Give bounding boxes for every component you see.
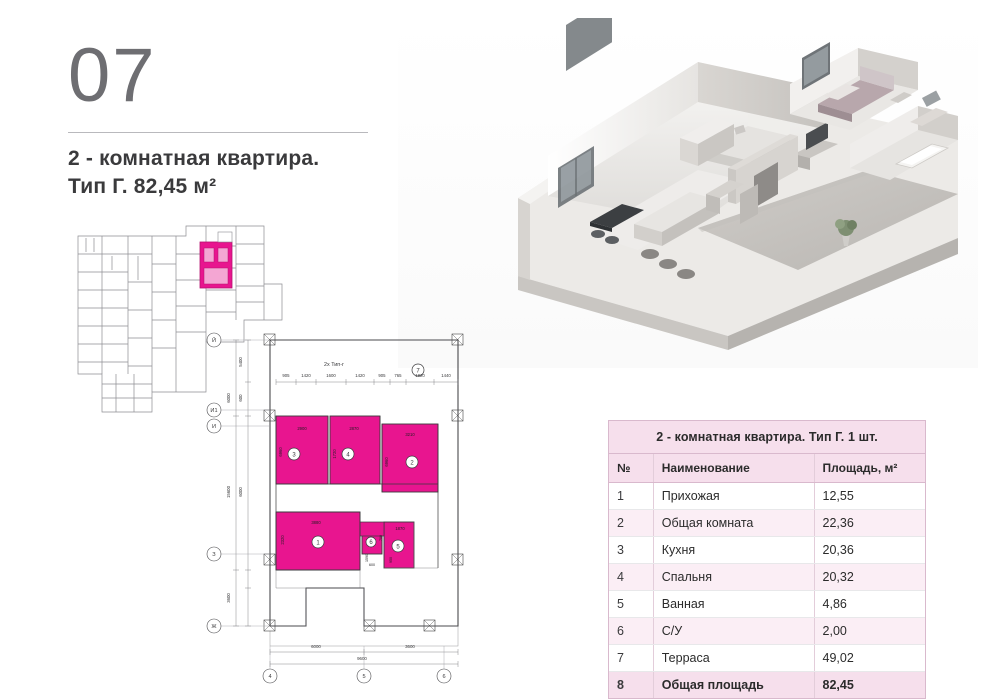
room-dim-2900: 2900 bbox=[297, 426, 307, 431]
technical-floor-plan bbox=[196, 326, 496, 686]
room-dim-1590: 1590 bbox=[365, 554, 369, 562]
row-name: Общая площадь bbox=[653, 672, 814, 699]
row-name: Общая комната bbox=[653, 510, 814, 537]
row-area: 20,36 bbox=[814, 537, 925, 564]
row-name: С/У bbox=[653, 618, 814, 645]
room-marker-6: 6 bbox=[369, 540, 373, 546]
top-dim-0: 905 bbox=[282, 373, 290, 378]
left-dim-15600: 15600 bbox=[226, 486, 231, 498]
table-row bbox=[609, 564, 925, 591]
row-area: 2,00 bbox=[814, 618, 925, 645]
table-total-row bbox=[609, 672, 925, 699]
table-header-row bbox=[609, 454, 925, 483]
row-number: 1 bbox=[609, 483, 653, 510]
row-area: 4,86 bbox=[814, 591, 925, 618]
apartment-area-line2: Тип Г. 82,45 м² bbox=[68, 175, 217, 198]
top-dim-3: 1420 bbox=[355, 373, 365, 378]
row-area: 22,36 bbox=[814, 510, 925, 537]
top-dim-5: 765 bbox=[394, 373, 402, 378]
room-dim-1720: 1720 bbox=[332, 449, 337, 459]
table-title: 2 - комнатная квартира. Тип Г. 1 шт. bbox=[609, 421, 925, 454]
room-dim-2870: 2870 bbox=[349, 426, 359, 431]
axis-label-5: 5 bbox=[362, 674, 366, 680]
table-row bbox=[609, 645, 925, 672]
room-dim-3210: 3210 bbox=[405, 432, 415, 437]
axis-label-4: 4 bbox=[268, 674, 272, 680]
room-marker-3: 3 bbox=[292, 452, 296, 459]
left-dim-6000a: 6000 bbox=[238, 487, 243, 497]
table-row bbox=[609, 510, 925, 537]
bottom-dim-6000: 6000 bbox=[311, 644, 321, 649]
table-row bbox=[609, 483, 925, 510]
left-dim-3600: 3600 bbox=[226, 593, 231, 603]
apartment-3d-render bbox=[398, 18, 978, 368]
axis-label-i1: И1 bbox=[210, 408, 218, 414]
row-name: Прихожая bbox=[653, 483, 814, 510]
column-header-name: Наименование bbox=[653, 454, 814, 483]
row-area: 20,32 bbox=[814, 564, 925, 591]
axis-label-zh: Ж bbox=[211, 624, 217, 630]
table-row bbox=[609, 591, 925, 618]
top-dim-2: 1600 bbox=[326, 373, 336, 378]
row-number: 8 bbox=[609, 672, 653, 699]
column-header-area: Площадь, м² bbox=[814, 454, 925, 483]
axis-label-i: И bbox=[211, 424, 217, 430]
highlighted-apartment bbox=[200, 232, 232, 288]
bottom-dim-3600: 3600 bbox=[405, 644, 415, 649]
row-name: Терраса bbox=[653, 645, 814, 672]
room-marker-7: 7 bbox=[416, 368, 420, 375]
title-divider bbox=[68, 132, 368, 133]
left-dim-600a: 600 bbox=[238, 394, 243, 402]
room-dim-3880: 3880 bbox=[311, 520, 321, 525]
left-dim-5400: 5400 bbox=[238, 357, 243, 367]
row-number: 3 bbox=[609, 537, 653, 564]
row-area: 82,45 bbox=[814, 672, 925, 699]
room-marker-1: 1 bbox=[316, 540, 320, 547]
plan-note-2x: 2х Тип-г bbox=[324, 362, 344, 368]
axis-label-6: 6 bbox=[442, 674, 446, 680]
specification-table bbox=[608, 420, 926, 699]
apartment-number: 07 bbox=[68, 33, 157, 118]
room-dim-6960a: 6960 bbox=[278, 447, 283, 457]
room-dim-2320: 2320 bbox=[280, 535, 285, 545]
room-dim-700: 700 bbox=[379, 535, 383, 541]
left-dim-6000b: 6000 bbox=[226, 393, 231, 403]
row-name: Ванная bbox=[653, 591, 814, 618]
column-header-number: № bbox=[609, 454, 653, 483]
row-name: Спальня bbox=[653, 564, 814, 591]
room-dim-950s: 950 bbox=[389, 557, 393, 563]
bottom-dim-9600: 9600 bbox=[357, 656, 367, 661]
row-area: 12,55 bbox=[814, 483, 925, 510]
table-row bbox=[609, 537, 925, 564]
table-row bbox=[609, 618, 925, 645]
row-number: 7 bbox=[609, 645, 653, 672]
top-dim-7: 1440 bbox=[441, 373, 451, 378]
axis-label-y: Й bbox=[211, 338, 217, 344]
row-number: 5 bbox=[609, 591, 653, 618]
room-marker-4: 4 bbox=[346, 452, 350, 459]
axis-label-z: З bbox=[212, 552, 216, 558]
row-number: 2 bbox=[609, 510, 653, 537]
room-dim-6960b: 6960 bbox=[384, 457, 389, 467]
top-dim-4: 905 bbox=[378, 373, 386, 378]
title-block bbox=[68, 33, 398, 199]
room-dim-1870: 1870 bbox=[395, 526, 405, 531]
top-dim-1: 1420 bbox=[301, 373, 311, 378]
room-dim-600s: 600 bbox=[369, 563, 375, 567]
row-number: 4 bbox=[609, 564, 653, 591]
row-number: 6 bbox=[609, 618, 653, 645]
row-area: 49,02 bbox=[814, 645, 925, 672]
room-marker-5: 5 bbox=[396, 544, 400, 551]
top-dim-6: 1820 bbox=[415, 373, 425, 378]
room-marker-2: 2 bbox=[410, 460, 414, 467]
row-name: Кухня bbox=[653, 537, 814, 564]
apartment-type-line1: 2 - комнатная квартира. bbox=[68, 147, 320, 170]
